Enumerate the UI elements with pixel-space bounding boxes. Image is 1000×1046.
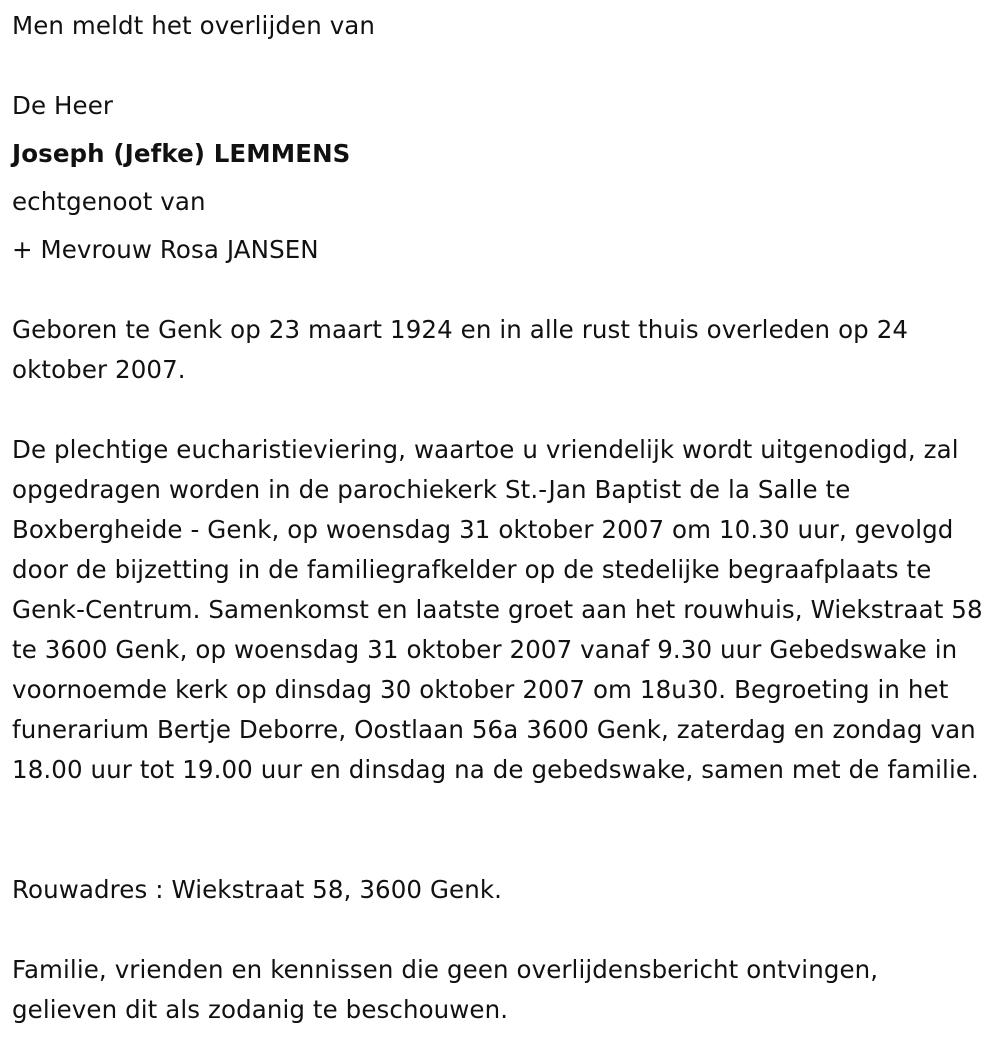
birth-death-paragraph: Geboren te Genk op 23 maart 1924 en in alle rust thuis overleden op 24 oktober 2007. bbox=[12, 315, 909, 384]
mourning-address: Rouwadres : Wiekstraat 58, 3600 Genk. bbox=[12, 875, 503, 904]
ceremony-paragraph: De plechtige eucharistieviering, waartoe u vriendelijk wordt uitgenodigd, zal opgedragen worden in de parochiekerk St.-Jan Baptist de la Salle te Boxbergheide - Genk, op woensdag 31 oktober 2007 om 10.30 uur, gevolgd door de bijzetting in de familiegrafkelder op de stedelijke begraafplaats te Genk-Centrum. Samenkomst en laatste groet aan het rouwhuis, Wiekstraat 58 te 3600 Genk, op woensdag 31 oktober 2007 vanaf 9.30 uur Gebedswake in voornoemde kerk op dinsdag 30 oktober 2007 om 18u30. Begroeting in het funerarium Bertje Deborre, Oostlaan 56a 3600 Genk, zaterdag en zondag van 18.00 uur tot 19.00 uur en dinsdag na de gebedswake, samen met de familie. bbox=[12, 435, 983, 784]
deceased-name: Joseph (Jefke) LEMMENS bbox=[12, 139, 351, 168]
honorific: De Heer bbox=[12, 91, 114, 120]
intro-text: Men meldt het overlijden van bbox=[12, 11, 376, 40]
relation-text: echtgenoot van bbox=[12, 187, 206, 216]
closing-paragraph: Familie, vrienden en kennissen die geen overlijdensbericht ontvingen, gelieven dit als zodanig te beschouwen. bbox=[12, 955, 879, 1024]
spouse-name: + Mevrouw Rosa JANSEN bbox=[12, 235, 319, 264]
